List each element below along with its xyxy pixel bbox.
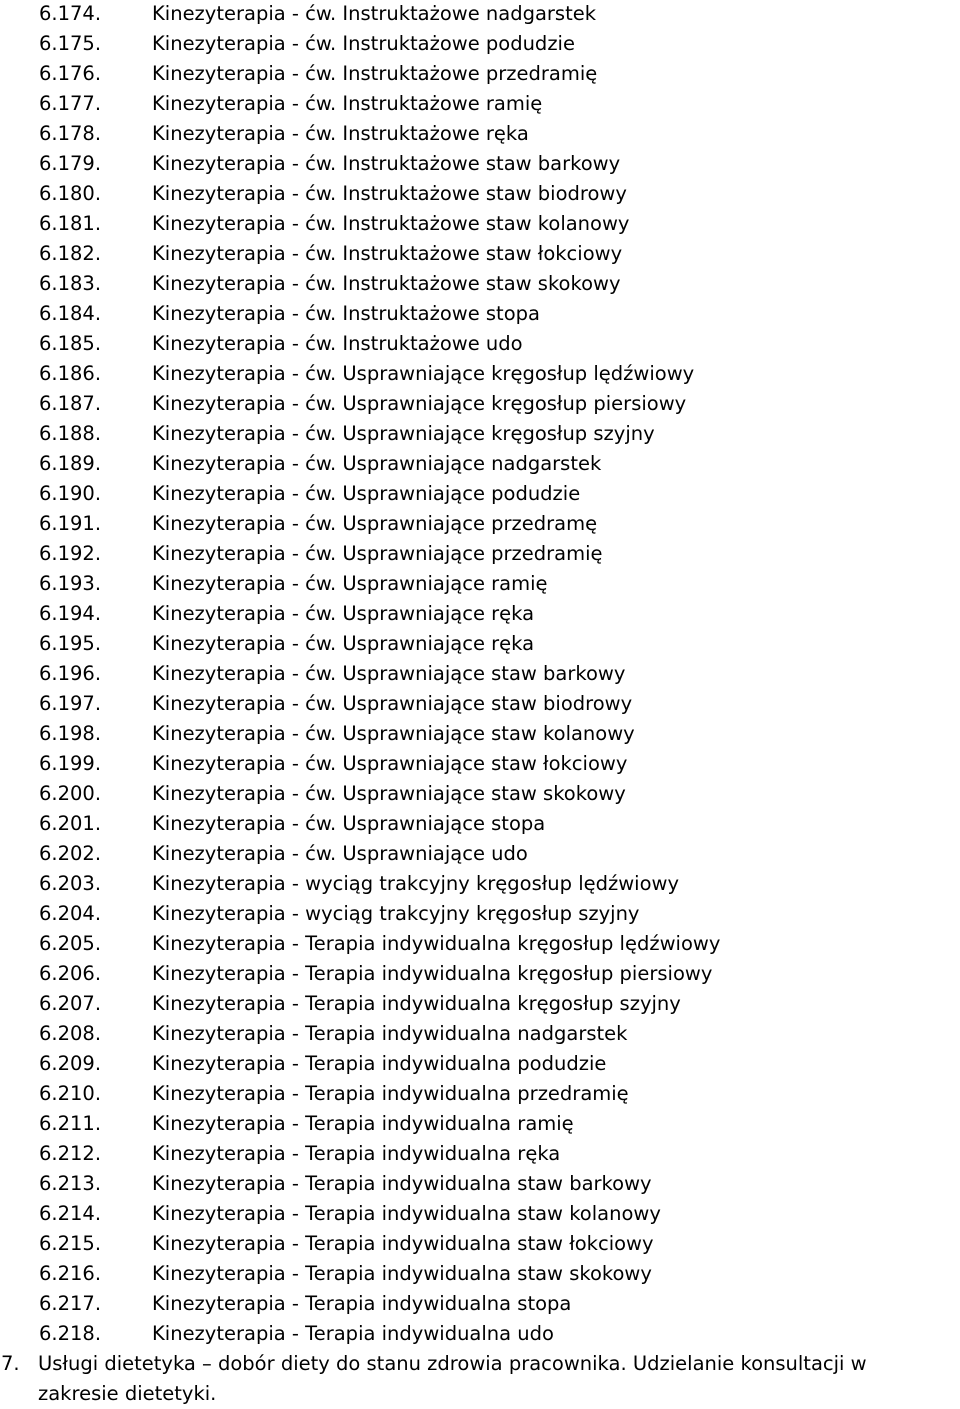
item-number: 6.215.: [39, 1232, 102, 1255]
item-number: 6.217.: [39, 1292, 102, 1315]
item-text: Kinezyterapia - Terapia indywidualna kręgosłup lędźwiowy: [152, 932, 721, 955]
item-text: Kinezyterapia - ćw. Usprawniające staw biodrowy: [152, 692, 633, 715]
item-number: 6.174.: [39, 2, 102, 25]
item-text: Kinezyterapia - ćw. Usprawniające kręgosłup szyjny: [152, 422, 655, 445]
item-number: 6.178.: [39, 122, 102, 145]
item-text: Kinezyterapia - ćw. Usprawniające udo: [152, 842, 528, 865]
item-text: Kinezyterapia - ćw. Usprawniające nadgarstek: [152, 452, 602, 475]
item-number: 6.189.: [39, 452, 102, 475]
item-text: Kinezyterapia - ćw. Usprawniające staw barkowy: [152, 662, 626, 685]
item-text: Kinezyterapia - ćw. Usprawniające kręgosłup piersiowy: [152, 392, 687, 415]
item-text: Kinezyterapia - ćw. Usprawniające ramię: [152, 572, 548, 595]
item-number: 6.183.: [39, 272, 102, 295]
item-number: 6.206.: [39, 962, 102, 985]
item-text: Kinezyterapia - ćw. Usprawniające przedramię: [152, 542, 603, 565]
item-number: 6.198.: [39, 722, 102, 745]
item-text: Kinezyterapia - ćw. Instruktażowe stopa: [152, 302, 540, 325]
item-number: 6.191.: [39, 512, 102, 535]
item-text: Kinezyterapia - ćw. Instruktażowe staw barkowy: [152, 152, 621, 175]
item-text: Kinezyterapia - ćw. Usprawniające przedramę: [152, 512, 598, 535]
item-number: 6.203.: [39, 872, 102, 895]
item-text: Kinezyterapia - ćw. Instruktażowe staw kolanowy: [152, 212, 630, 235]
item-text-line-1: Usługi dietetyka – dobór diety do stanu zdrowia pracownika. Udzielanie konsultacji w: [38, 1352, 867, 1375]
item-number: 6.205.: [39, 932, 102, 955]
item-number: 6.194.: [39, 602, 102, 625]
item-text: Kinezyterapia - wyciąg trakcyjny kręgosłup lędźwiowy: [152, 872, 680, 895]
item-number: 6.207.: [39, 992, 102, 1015]
item-text: Kinezyterapia - Terapia indywidualna udo: [152, 1322, 554, 1345]
item-number: 6.214.: [39, 1202, 102, 1225]
item-text: Kinezyterapia - ćw. Instruktażowe staw łokciowy: [152, 242, 623, 265]
item-number: 6.218.: [39, 1322, 102, 1345]
item-text: Kinezyterapia - ćw. Usprawniające staw łokciowy: [152, 752, 628, 775]
item-number: 6.197.: [39, 692, 102, 715]
item-text: Kinezyterapia - Terapia indywidualna staw barkowy: [152, 1172, 652, 1195]
item-text: Kinezyterapia - Terapia indywidualna nadgarstek: [152, 1022, 628, 1045]
item-number: 6.186.: [39, 362, 102, 385]
item-number: 6.216.: [39, 1262, 102, 1285]
item-text: Kinezyterapia - ćw. Instruktażowe udo: [152, 332, 523, 355]
item-number: 6.196.: [39, 662, 102, 685]
item-text: Kinezyterapia - ćw. Usprawniające staw skokowy: [152, 782, 626, 805]
item-text: Kinezyterapia - Terapia indywidualna stopa: [152, 1292, 572, 1315]
item-number: 6.184.: [39, 302, 102, 325]
item-number: 7.: [1, 1352, 20, 1375]
item-number: 6.179.: [39, 152, 102, 175]
item-number: 6.176.: [39, 62, 102, 85]
item-number: 6.177.: [39, 92, 102, 115]
item-text: Kinezyterapia - ćw. Instruktażowe podudzie: [152, 32, 575, 55]
item-number: 6.208.: [39, 1022, 102, 1045]
item-number: 6.180.: [39, 182, 102, 205]
item-text: Kinezyterapia - ćw. Usprawniające staw kolanowy: [152, 722, 635, 745]
item-text: Kinezyterapia - Terapia indywidualna ramię: [152, 1112, 574, 1135]
item-text: Kinezyterapia - wyciąg trakcyjny kręgosłup szyjny: [152, 902, 640, 925]
item-text: Kinezyterapia - Terapia indywidualna staw kolanowy: [152, 1202, 661, 1225]
item-number: 6.192.: [39, 542, 102, 565]
item-text: Kinezyterapia - ćw. Instruktażowe staw skokowy: [152, 272, 621, 295]
item-text: Kinezyterapia - Terapia indywidualna podudzie: [152, 1052, 607, 1075]
item-number: 6.202.: [39, 842, 102, 865]
item-number: 6.187.: [39, 392, 102, 415]
item-number: 6.181.: [39, 212, 102, 235]
item-text-line-2: zakresie dietetyki.: [38, 1382, 217, 1405]
item-number: 6.204.: [39, 902, 102, 925]
item-text: Kinezyterapia - ćw. Instruktażowe ręka: [152, 122, 529, 145]
item-number: 6.201.: [39, 812, 102, 835]
item-text: Kinezyterapia - ćw. Instruktażowe ramię: [152, 92, 543, 115]
item-text: Kinezyterapia - Terapia indywidualna przedramię: [152, 1082, 629, 1105]
item-text: Kinezyterapia - Terapia indywidualna staw łokciowy: [152, 1232, 654, 1255]
item-number: 6.200.: [39, 782, 102, 805]
item-number: 6.188.: [39, 422, 102, 445]
item-text: Kinezyterapia - Terapia indywidualna kręgosłup szyjny: [152, 992, 681, 1015]
item-text: Kinezyterapia - ćw. Usprawniające stopa: [152, 812, 546, 835]
item-number: 6.193.: [39, 572, 102, 595]
item-number: 6.213.: [39, 1172, 102, 1195]
item-number: 6.175.: [39, 32, 102, 55]
item-number: 6.199.: [39, 752, 102, 775]
item-number: 6.211.: [39, 1112, 102, 1135]
item-text: Kinezyterapia - ćw. Usprawniające kręgosłup lędźwiowy: [152, 362, 695, 385]
item-number: 6.212.: [39, 1142, 102, 1165]
item-number: 6.209.: [39, 1052, 102, 1075]
item-text: Kinezyterapia - ćw. Usprawniające ręka: [152, 602, 535, 625]
item-text: Kinezyterapia - ćw. Usprawniające podudzie: [152, 482, 581, 505]
item-text: Kinezyterapia - Terapia indywidualna staw skokowy: [152, 1262, 652, 1285]
item-text: Kinezyterapia - Terapia indywidualna ręka: [152, 1142, 561, 1165]
item-text: Kinezyterapia - ćw. Instruktażowe staw biodrowy: [152, 182, 627, 205]
item-number: 6.195.: [39, 632, 102, 655]
item-text: Kinezyterapia - ćw. Usprawniające ręka: [152, 632, 535, 655]
item-number: 6.182.: [39, 242, 102, 265]
item-number: 6.210.: [39, 1082, 102, 1105]
item-number: 6.190.: [39, 482, 102, 505]
item-text: Kinezyterapia - ćw. Instruktażowe nadgarstek: [152, 2, 597, 25]
item-text: Kinezyterapia - Terapia indywidualna kręgosłup piersiowy: [152, 962, 713, 985]
item-text: Kinezyterapia - ćw. Instruktażowe przedramię: [152, 62, 598, 85]
item-number: 6.185.: [39, 332, 102, 355]
